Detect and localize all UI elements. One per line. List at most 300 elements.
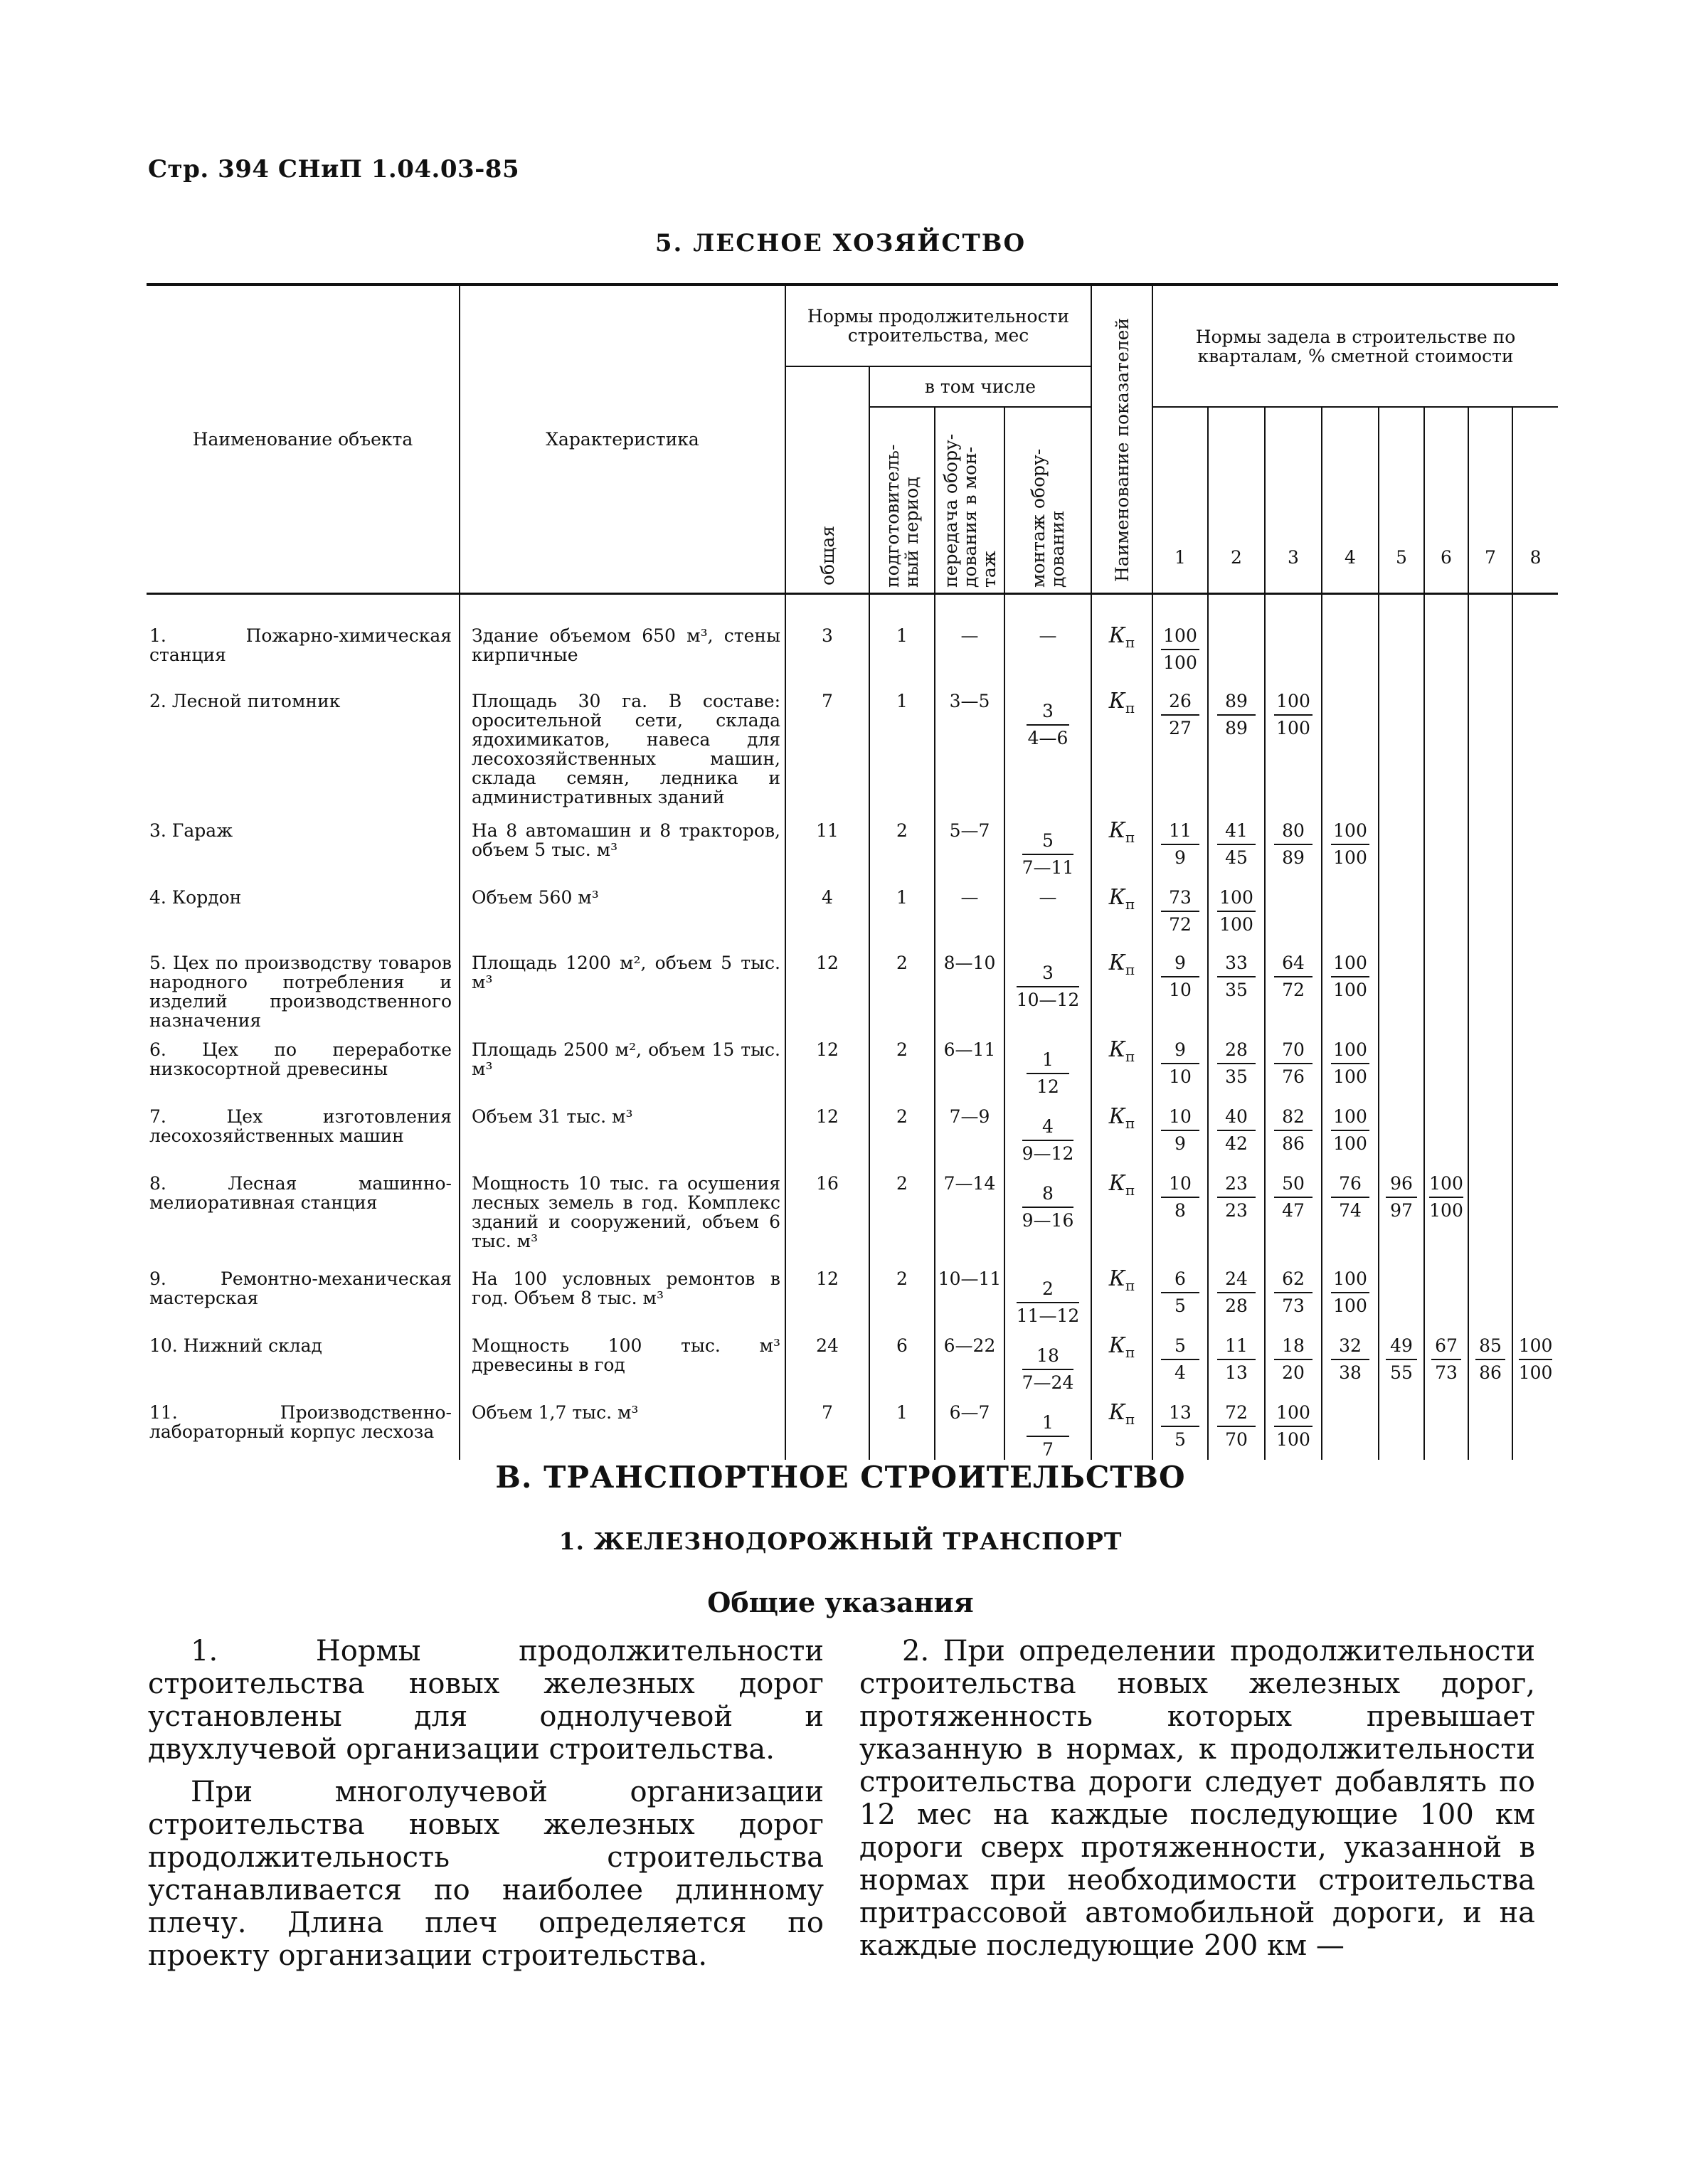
reserve-top: 82 bbox=[1274, 1107, 1313, 1131]
reserve-fraction bbox=[1274, 1269, 1313, 1316]
install-top: 4 bbox=[1022, 1117, 1074, 1141]
quarter-2-cell bbox=[1208, 811, 1265, 878]
object-name-cell: 10. Нижний склад bbox=[149, 1335, 322, 1356]
header-install: монтаж обору-дования bbox=[1004, 407, 1091, 594]
reserve-top: 9 bbox=[1161, 953, 1199, 977]
quarter-2-cell bbox=[1208, 1393, 1265, 1460]
paragraph: 1. Нормы продолжительности строительства новых железных дорог установлены для однолучевой и двухлучевой организации строительства. bbox=[148, 1635, 824, 1766]
object-name-cell: 11. Производственно-лабораторный корпус лесхоза bbox=[149, 1402, 452, 1442]
transfer-cell: 7—14 bbox=[935, 1164, 1004, 1259]
quarter-3-cell bbox=[1265, 616, 1322, 682]
reserve-top: 41 bbox=[1217, 821, 1256, 845]
indicator-cell bbox=[1091, 943, 1152, 1030]
reserve-bottom: 100 bbox=[1333, 1133, 1367, 1154]
reserve-top: 80 bbox=[1274, 821, 1313, 845]
reserve-fraction bbox=[1217, 1174, 1256, 1221]
header-indicator: Наименование показателей bbox=[1091, 285, 1152, 594]
quarter-3-cell bbox=[1265, 1164, 1322, 1259]
quarter-6-cell bbox=[1424, 1259, 1468, 1326]
quarter-7-cell bbox=[1468, 1164, 1512, 1259]
quarter-6-cell bbox=[1424, 878, 1468, 943]
total-duration-cell: 3 bbox=[785, 616, 869, 682]
reserve-fraction bbox=[1161, 953, 1199, 1000]
install-bottom: 7 bbox=[1042, 1439, 1054, 1460]
reserve-fraction bbox=[1161, 821, 1199, 868]
reserve-bottom: 27 bbox=[1169, 718, 1192, 738]
reserve-fraction bbox=[1161, 1336, 1199, 1383]
total-duration-cell: 12 bbox=[785, 1097, 869, 1164]
section-title: 5. ЛЕСНОЕ ХОЗЯЙСТВО bbox=[654, 229, 1027, 258]
install-cell bbox=[1004, 1164, 1091, 1259]
install-cell bbox=[1004, 943, 1091, 1030]
install-top: 3 bbox=[1017, 963, 1080, 987]
install-cell bbox=[1004, 1393, 1091, 1460]
header-including: в том числе bbox=[869, 366, 1091, 407]
reserve-top: 76 bbox=[1331, 1174, 1370, 1198]
reserve-fraction bbox=[1429, 1174, 1463, 1221]
reserve-top: 33 bbox=[1217, 953, 1256, 977]
quarter-3-cell bbox=[1265, 1097, 1322, 1164]
quarter-4-cell bbox=[1322, 1030, 1379, 1097]
quarter-1-cell bbox=[1152, 616, 1208, 682]
object-name-cell: 3. Гараж bbox=[149, 820, 233, 841]
table-row bbox=[147, 1097, 1558, 1164]
reserve-fraction bbox=[1274, 821, 1313, 868]
prep-period-cell: 1 bbox=[869, 1393, 935, 1460]
total-duration-cell: 7 bbox=[785, 1393, 869, 1460]
indicator-symbol: К bbox=[1108, 623, 1125, 648]
quarter-8-cell bbox=[1512, 811, 1558, 878]
quarter-5-cell bbox=[1379, 1259, 1424, 1326]
total-duration-cell: 24 bbox=[785, 1326, 869, 1393]
reserve-bottom: 100 bbox=[1333, 1295, 1367, 1316]
quarter-1-cell bbox=[1152, 878, 1208, 943]
reserve-fraction bbox=[1519, 1336, 1553, 1383]
quarter-2-cell bbox=[1208, 1259, 1265, 1326]
quarter-1-cell bbox=[1152, 1326, 1208, 1393]
reserve-bottom: 9 bbox=[1174, 847, 1186, 868]
reserve-fraction bbox=[1161, 1269, 1199, 1316]
total-duration-cell: 12 bbox=[785, 943, 869, 1030]
reserve-fraction bbox=[1274, 1336, 1313, 1383]
install-fraction bbox=[1017, 963, 1080, 1010]
quarter-7-cell bbox=[1468, 682, 1512, 811]
indicator-cell bbox=[1091, 616, 1152, 682]
reserve-bottom: 76 bbox=[1282, 1066, 1305, 1087]
indicator-symbol: К bbox=[1108, 1171, 1125, 1196]
prep-period-cell: 2 bbox=[869, 1030, 935, 1097]
indicator-subscript: п bbox=[1125, 1048, 1135, 1065]
text-column-right bbox=[859, 1635, 1535, 1962]
indicator-symbol: К bbox=[1108, 1037, 1125, 1062]
quarter-4-cell bbox=[1322, 811, 1379, 878]
header-transfer: передача обору-дования в мон-таж bbox=[935, 407, 1004, 594]
quarter-3-cell bbox=[1265, 811, 1322, 878]
reserve-bottom: 73 bbox=[1435, 1362, 1458, 1383]
quarter-6-cell bbox=[1424, 1393, 1468, 1460]
total-duration-cell: 4 bbox=[785, 878, 869, 943]
reserve-bottom: 100 bbox=[1163, 652, 1197, 673]
reserve-fraction bbox=[1331, 1269, 1370, 1316]
install-bottom: 7—24 bbox=[1022, 1372, 1074, 1393]
reserve-top: 49 bbox=[1386, 1336, 1416, 1360]
quarter-7-cell bbox=[1468, 1259, 1512, 1326]
total-duration-cell: 11 bbox=[785, 811, 869, 878]
characteristic-cell: Мощность 100 тыс. м³ древесины в год bbox=[460, 1326, 785, 1393]
characteristic-cell: Здание объемом 650 м³, стены кирпичные bbox=[460, 616, 785, 682]
reserve-bottom: 5 bbox=[1174, 1429, 1186, 1450]
reserve-fraction bbox=[1217, 1107, 1256, 1154]
reserve-top: 6 bbox=[1161, 1269, 1199, 1293]
quarter-3-cell bbox=[1265, 878, 1322, 943]
header-quarter-5: 5 bbox=[1379, 407, 1424, 594]
reserve-top: 100 bbox=[1331, 1269, 1370, 1293]
quarter-5-cell bbox=[1379, 1164, 1424, 1259]
quarter-2-cell bbox=[1208, 1164, 1265, 1259]
install-bottom: 12 bbox=[1036, 1076, 1059, 1097]
header-quarter-4: 4 bbox=[1322, 407, 1379, 594]
prep-period-cell: 2 bbox=[869, 943, 935, 1030]
reserve-bottom: 20 bbox=[1282, 1362, 1305, 1383]
railway-subtitle: 1. ЖЕЛЕЗНОДОРОЖНЫЙ ТРАНСПОРТ bbox=[558, 1527, 1123, 1555]
quarter-7-cell bbox=[1468, 811, 1512, 878]
quarter-1-cell bbox=[1152, 682, 1208, 811]
quarter-5-cell bbox=[1379, 1097, 1424, 1164]
install-bottom: 4—6 bbox=[1027, 728, 1068, 748]
indicator-subscript: п bbox=[1125, 1115, 1135, 1132]
header-duration-group: Нормы продолжительности строительства, мес bbox=[785, 285, 1091, 366]
header-quarter-6: 6 bbox=[1424, 407, 1468, 594]
indicator-cell bbox=[1091, 1259, 1152, 1326]
reserve-top: 100 bbox=[1331, 1040, 1370, 1064]
reserve-top: 18 bbox=[1274, 1336, 1313, 1360]
indicator-symbol: К bbox=[1108, 818, 1125, 843]
transfer-cell: 10—11 bbox=[935, 1259, 1004, 1326]
quarter-5-cell bbox=[1379, 943, 1424, 1030]
characteristic-cell: На 8 автомашин и 8 тракторов, объем 5 тыс. м³ bbox=[460, 811, 785, 878]
table-row bbox=[147, 878, 1558, 943]
indicator-subscript: п bbox=[1125, 1344, 1135, 1361]
quarter-8-cell bbox=[1512, 1030, 1558, 1097]
quarter-7-cell bbox=[1468, 1030, 1512, 1097]
characteristic-cell: Мощность 10 тыс. га осушения лесных земель в год. Комплекс зданий и сооружений, объем 6 тыс. м³ bbox=[460, 1164, 785, 1259]
indicator-cell bbox=[1091, 1164, 1152, 1259]
install-bottom: 9—12 bbox=[1022, 1143, 1074, 1164]
quarter-8-cell bbox=[1512, 616, 1558, 682]
reserve-bottom: 5 bbox=[1174, 1295, 1186, 1316]
reserve-bottom: 97 bbox=[1390, 1200, 1413, 1221]
quarter-1-cell bbox=[1152, 811, 1208, 878]
reserve-top: 11 bbox=[1217, 1336, 1256, 1360]
reserve-top: 10 bbox=[1161, 1174, 1199, 1198]
transfer-cell: 6—7 bbox=[935, 1393, 1004, 1460]
quarter-5-cell bbox=[1379, 878, 1424, 943]
indicator-symbol: К bbox=[1108, 1400, 1125, 1425]
install-top: 3 bbox=[1027, 701, 1069, 726]
reserve-bottom: 72 bbox=[1282, 980, 1305, 1000]
reserve-fraction bbox=[1274, 1040, 1313, 1087]
install-cell bbox=[1004, 1030, 1091, 1097]
install-top: 8 bbox=[1022, 1184, 1074, 1208]
reserve-top: 13 bbox=[1161, 1403, 1199, 1427]
reserve-fraction bbox=[1331, 1336, 1370, 1383]
quarter-8-cell bbox=[1512, 1097, 1558, 1164]
quarter-4-cell bbox=[1322, 878, 1379, 943]
reserve-top: 72 bbox=[1217, 1403, 1256, 1427]
transfer-cell: — bbox=[935, 878, 1004, 943]
reserve-bottom: 35 bbox=[1225, 1066, 1248, 1087]
quarter-7-cell bbox=[1468, 1097, 1512, 1164]
quarter-6-cell bbox=[1424, 682, 1468, 811]
quarter-7-cell bbox=[1468, 1326, 1512, 1393]
quarter-4-cell bbox=[1322, 682, 1379, 811]
reserve-top: 9 bbox=[1161, 1040, 1199, 1064]
install-top: 1 bbox=[1027, 1050, 1069, 1074]
quarter-4-cell bbox=[1322, 1164, 1379, 1259]
indicator-symbol: К bbox=[1108, 1333, 1125, 1358]
reserve-fraction bbox=[1217, 1336, 1256, 1383]
header-quarter-1: 1 bbox=[1152, 407, 1208, 594]
reserve-bottom: 47 bbox=[1282, 1200, 1305, 1221]
reserve-fraction bbox=[1217, 821, 1256, 868]
total-duration-cell: 16 bbox=[785, 1164, 869, 1259]
reserve-fraction bbox=[1274, 1107, 1313, 1154]
prep-period-cell: 1 bbox=[869, 682, 935, 811]
reserve-fraction bbox=[1431, 1336, 1461, 1383]
prep-period-cell: 1 bbox=[869, 616, 935, 682]
quarter-1-cell bbox=[1152, 1259, 1208, 1326]
indicator-cell bbox=[1091, 1097, 1152, 1164]
object-name-cell: 7. Цех изготовления лесохозяйственных машин bbox=[149, 1106, 452, 1146]
paragraph: При многолучевой организации строительства новых железных дорог продолжительность строительства устанавливается по наиболее длинному плечу. Длина плеч определяется по проекту организации строительства. bbox=[148, 1776, 824, 1972]
indicator-cell bbox=[1091, 1030, 1152, 1097]
object-name-cell: 9. Ремонтно-механическая мастерская bbox=[149, 1268, 452, 1308]
reserve-bottom: 13 bbox=[1225, 1362, 1248, 1383]
indicator-cell bbox=[1091, 682, 1152, 811]
reserve-bottom: 100 bbox=[1333, 980, 1367, 1000]
transfer-cell: 6—22 bbox=[935, 1326, 1004, 1393]
quarter-3-cell bbox=[1265, 1259, 1322, 1326]
reserve-fraction bbox=[1274, 1403, 1313, 1450]
install-fraction bbox=[1022, 1117, 1074, 1164]
indicator-symbol: К bbox=[1108, 885, 1125, 910]
quarter-5-cell bbox=[1379, 1030, 1424, 1097]
quarter-7-cell bbox=[1468, 616, 1512, 682]
reserve-top: 50 bbox=[1274, 1174, 1313, 1198]
reserve-bottom: 4 bbox=[1174, 1362, 1186, 1383]
reserve-fraction bbox=[1161, 1174, 1199, 1221]
quarter-6-cell bbox=[1424, 1097, 1468, 1164]
reserve-fraction bbox=[1331, 953, 1370, 1000]
install-fraction bbox=[1027, 1413, 1069, 1460]
reserve-fraction bbox=[1475, 1336, 1505, 1383]
reserve-bottom: 10 bbox=[1169, 980, 1192, 1000]
table-row bbox=[147, 811, 1558, 878]
reserve-bottom: 89 bbox=[1282, 847, 1305, 868]
header-total: общая bbox=[785, 366, 869, 594]
install-cell: — bbox=[1004, 616, 1091, 682]
reserve-fraction bbox=[1217, 1040, 1256, 1087]
reserve-bottom: 100 bbox=[1333, 847, 1367, 868]
transport-section-title: В. ТРАНСПОРТНОЕ СТРОИТЕЛЬСТВО bbox=[495, 1460, 1186, 1495]
indicator-symbol: К bbox=[1108, 1104, 1125, 1129]
quarter-3-cell bbox=[1265, 1393, 1322, 1460]
characteristic-cell: Площадь 1200 м², объем 5 тыс. м³ bbox=[460, 943, 785, 1030]
install-top: 5 bbox=[1022, 831, 1074, 855]
indicator-subscript: п bbox=[1125, 896, 1135, 913]
reserve-bottom: 9 bbox=[1174, 1133, 1186, 1154]
indicator-cell bbox=[1091, 811, 1152, 878]
general-instructions-title: Общие указания bbox=[707, 1586, 974, 1618]
reserve-bottom: 55 bbox=[1390, 1362, 1413, 1383]
indicator-cell bbox=[1091, 878, 1152, 943]
reserve-bottom: 35 bbox=[1225, 980, 1248, 1000]
quarter-2-cell bbox=[1208, 878, 1265, 943]
total-duration-cell: 12 bbox=[785, 1259, 869, 1326]
reserve-fraction bbox=[1331, 1174, 1370, 1221]
forestry-norms-table bbox=[147, 283, 1558, 1460]
quarter-3-cell bbox=[1265, 1326, 1322, 1393]
quarter-3-cell bbox=[1265, 1030, 1322, 1097]
install-cell bbox=[1004, 811, 1091, 878]
reserve-top: 70 bbox=[1274, 1040, 1313, 1064]
reserve-top: 100 bbox=[1274, 1403, 1313, 1427]
header-quarter-8: 8 bbox=[1512, 407, 1558, 594]
quarter-2-cell bbox=[1208, 1326, 1265, 1393]
table-row bbox=[147, 1393, 1558, 1460]
reserve-top: 85 bbox=[1475, 1336, 1505, 1360]
object-name-cell: 8. Лесная машинно-мелиоративная станция bbox=[149, 1173, 452, 1213]
reserve-top: 96 bbox=[1386, 1174, 1416, 1198]
install-top: 2 bbox=[1017, 1279, 1080, 1303]
reserve-bottom: 100 bbox=[1429, 1200, 1463, 1221]
reserve-top: 5 bbox=[1161, 1336, 1199, 1360]
indicator-subscript: п bbox=[1125, 829, 1135, 846]
quarter-8-cell bbox=[1512, 1259, 1558, 1326]
quarter-1-cell bbox=[1152, 1097, 1208, 1164]
reserve-fraction bbox=[1274, 1174, 1313, 1221]
prep-period-cell: 2 bbox=[869, 1164, 935, 1259]
quarter-2-cell bbox=[1208, 616, 1265, 682]
reserve-fraction bbox=[1217, 953, 1256, 1000]
quarter-8-cell bbox=[1512, 1393, 1558, 1460]
install-bottom: 10—12 bbox=[1016, 990, 1080, 1010]
install-bottom: 7—11 bbox=[1022, 857, 1074, 878]
reserve-top: 100 bbox=[1519, 1336, 1553, 1360]
quarter-8-cell bbox=[1512, 1164, 1558, 1259]
reserve-top: 24 bbox=[1217, 1269, 1256, 1293]
quarter-4-cell bbox=[1322, 943, 1379, 1030]
install-cell bbox=[1004, 1326, 1091, 1393]
header-reserve-group: Нормы задела в строительстве по кварталам, % сметной стоимости bbox=[1152, 285, 1558, 407]
reserve-fraction bbox=[1331, 1107, 1370, 1154]
reserve-bottom: 10 bbox=[1169, 1066, 1192, 1087]
indicator-symbol: К bbox=[1108, 1266, 1125, 1291]
header-quarter-3: 3 bbox=[1265, 407, 1322, 594]
quarter-4-cell bbox=[1322, 1259, 1379, 1326]
object-name-cell: 4. Кордон bbox=[149, 887, 242, 908]
transfer-cell: 6—11 bbox=[935, 1030, 1004, 1097]
reserve-fraction bbox=[1217, 1403, 1256, 1450]
quarter-4-cell bbox=[1322, 1326, 1379, 1393]
reserve-bottom: 72 bbox=[1169, 914, 1192, 935]
quarter-7-cell bbox=[1468, 1393, 1512, 1460]
header-quarter-2: 2 bbox=[1208, 407, 1265, 594]
indicator-symbol: К bbox=[1108, 689, 1125, 714]
indicator-subscript: п bbox=[1125, 961, 1135, 978]
reserve-fraction bbox=[1217, 1269, 1256, 1316]
object-name-cell: 6. Цех по переработке низкосортной древесины bbox=[149, 1039, 452, 1079]
quarter-5-cell bbox=[1379, 811, 1424, 878]
quarter-5-cell bbox=[1379, 616, 1424, 682]
object-name-cell: 1. Пожарно-химическая станция bbox=[149, 625, 452, 665]
reserve-top: 11 bbox=[1161, 821, 1199, 845]
total-duration-cell: 7 bbox=[785, 682, 869, 811]
quarter-2-cell bbox=[1208, 1097, 1265, 1164]
quarter-5-cell bbox=[1379, 682, 1424, 811]
quarter-1-cell bbox=[1152, 1030, 1208, 1097]
text-column-left bbox=[148, 1635, 824, 1972]
reserve-fraction bbox=[1274, 953, 1313, 1000]
transfer-cell: 5—7 bbox=[935, 811, 1004, 878]
quarter-6-cell bbox=[1424, 811, 1468, 878]
reserve-top: 40 bbox=[1217, 1107, 1256, 1131]
reserve-top: 26 bbox=[1161, 691, 1199, 716]
reserve-top: 100 bbox=[1429, 1174, 1463, 1198]
header-prep: подготовитель-ный период bbox=[869, 407, 935, 594]
prep-period-cell: 6 bbox=[869, 1326, 935, 1393]
reserve-top: 100 bbox=[1274, 691, 1313, 716]
prep-period-cell: 2 bbox=[869, 1097, 935, 1164]
quarter-6-cell bbox=[1424, 1030, 1468, 1097]
table-row bbox=[147, 943, 1558, 1030]
indicator-subscript: п bbox=[1125, 1182, 1135, 1199]
install-cell bbox=[1004, 1097, 1091, 1164]
object-name-cell: 2. Лесной питомник bbox=[149, 691, 341, 711]
reserve-top: 62 bbox=[1274, 1269, 1313, 1293]
reserve-fraction bbox=[1161, 691, 1199, 738]
reserve-bottom: 38 bbox=[1339, 1362, 1362, 1383]
reserve-top: 100 bbox=[1161, 626, 1199, 650]
install-bottom: 9—16 bbox=[1022, 1210, 1074, 1231]
quarter-8-cell bbox=[1512, 878, 1558, 943]
indicator-cell bbox=[1091, 1393, 1152, 1460]
quarter-8-cell bbox=[1512, 682, 1558, 811]
reserve-fraction bbox=[1161, 1040, 1199, 1087]
quarter-8-cell bbox=[1512, 1326, 1558, 1393]
reserve-top: 10 bbox=[1161, 1107, 1199, 1131]
reserve-fraction bbox=[1217, 888, 1256, 935]
install-fraction bbox=[1027, 701, 1069, 748]
reserve-top: 100 bbox=[1217, 888, 1256, 912]
reserve-fraction bbox=[1331, 821, 1370, 868]
install-top: 18 bbox=[1022, 1346, 1074, 1370]
quarter-7-cell bbox=[1468, 878, 1512, 943]
install-fraction bbox=[1027, 1050, 1069, 1097]
quarter-6-cell bbox=[1424, 1326, 1468, 1393]
reserve-bottom: 89 bbox=[1225, 718, 1248, 738]
transfer-cell: 3—5 bbox=[935, 682, 1004, 811]
reserve-fraction bbox=[1331, 1040, 1370, 1087]
reserve-bottom: 100 bbox=[1276, 1429, 1310, 1450]
table-row bbox=[147, 1259, 1558, 1326]
indicator-symbol: К bbox=[1108, 950, 1125, 975]
table-row bbox=[147, 616, 1558, 682]
header-quarter-7: 7 bbox=[1468, 407, 1512, 594]
install-cell bbox=[1004, 1259, 1091, 1326]
quarter-5-cell bbox=[1379, 1393, 1424, 1460]
page-header: Стр. 394 СНиП 1.04.03-85 bbox=[148, 155, 520, 184]
